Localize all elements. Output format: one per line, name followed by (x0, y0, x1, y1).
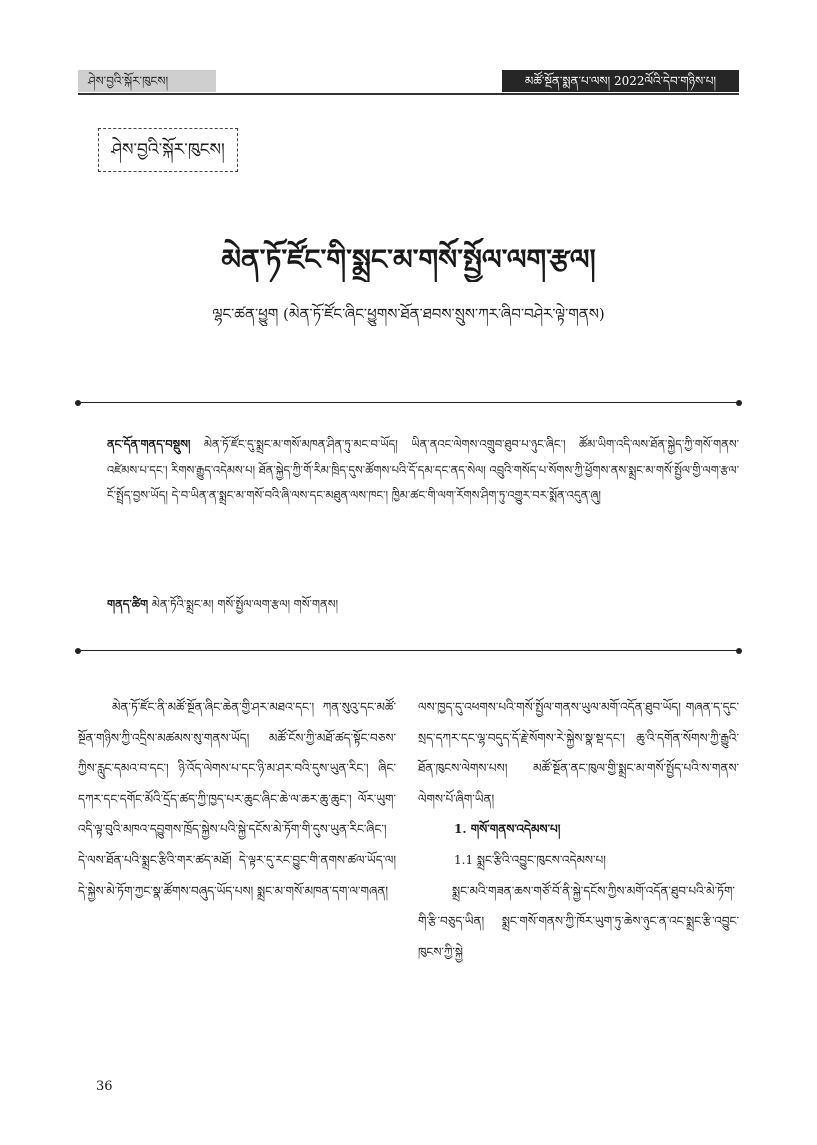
body-paragraph: མེན་ཏོ་ཛོང་ནི་མཚོ་སྔོན་ཞིང་ཆེན་གྱི་ཤར་མཐའ་དང་། ཀན་སུའུ་དང་མཚོ་སྔོན་གཉིས་ཀྱི་འདྲིས་མཚམས་སུ་གནས་ཡོད། མཚོ་ངོས་ཀྱི་མཐོ་ཚད་སྟོང་བཅས་ཀྱིས་རླུང་དམའ་བ་དང་། ཉི་འོད་ལེགས་པ་དང་ཉི་མ་ཤར་བའི་དུས་ཡུན་རིང་། ཞིང་དཀར་དང་དགོང་མོའི་དྲོད་ཚད་ཀྱི་ཁྱད་པར་ཆུང་ཞིང་ཆེ་ལ་ཆར་ཆུ་ཆུང་། ལོར་ཡུག་འདི་ལྟ་བུའི་མཁའ་དབྱུགས་ཁྲོད་སྐྱེས་པའི་སྐྱེ་དངོས་མེ་ཏོག་གི་དུས་ཡུན་རིང་ཞིང་། དེ་ལས་ཐོན་པའི་སྨྲང་རྩིའི་གར་ཚད་མཐོ། དེ་ལྟར་དུ་རང་བྱུང་གི་ནགས་ཚལ་ཡོད་ལ། དེ་སྐྱེས་མེ་ཏོག་ཀྱང་སྣ་ཚོགས་བཞུད་ཡོད་པས། སྨྲང་མ་གསོ་མཁན་དག་ལ་གཞན། (78, 700, 396, 898)
divider-dot-left (75, 648, 81, 654)
abstract (107, 432, 739, 509)
body-column-left (78, 692, 396, 906)
divider-dot-right (736, 400, 742, 406)
body-paragraph: ལས་ཁྱད་དུ་འཕགས་པའི་གསོ་སྤྱོལ་གནས་ཡུལ་མགོ་འདོན་ཐུབ་ཡོད། གཞན་ད་དུང་སྲད་དཀར་དང་ལྷ་བདུད་དོ་རྗེ་སོགས་རེ་སྐྱེས་སྣ་སྡ་དང་། ཆུ་འི་དགོན་སོགས་ཀྱི་རྒྱུའི་ཐོན་ཁུངས་ལེགས་པས། མཚོ་སྔོན་ནང་ཁུལ་གྱི་སྨྲང་མ་གསོ་སྤྱོད་པའི་ས་གནས་ལེགས་པོ་ཞིག་ཡིན། (418, 700, 739, 806)
page-number: 36 (96, 1079, 113, 1094)
abstract-label: ནང་དོན་གནད་བསྡུས། (107, 437, 191, 451)
divider-top (78, 402, 739, 403)
keywords-label: གནད་ཚིག (107, 597, 149, 611)
section-label-box: ཤེས་བྱའི་སྐོར་ཁུངས། (98, 128, 238, 172)
article-title: མེན་ཏོ་ཛོང་གི་སྨྲང་མ་གསོ་སྤྱོལ་ལག་རྩལ། (221, 243, 596, 276)
keywords (107, 592, 739, 616)
section-heading: 1. གསོ་གནས་འདེམས་པ། (454, 822, 561, 837)
subsection-heading: 1.1 སྨྲང་རྩིའི་འབྱུང་ཁུངས་འདེམས་པ། (454, 852, 606, 867)
keywords-text: མེན་ཏོའི་སྨྲང་མ། གསོ་སྤྱོལ་ལག་རྩལ། གསོ་གནས། (151, 597, 339, 611)
divider-dot-right (736, 648, 742, 654)
header-section-label: ཤེས་བྱའི་སྐོར་ཁུངས། (78, 70, 216, 92)
header-journal-info: མཚོ་སྔོན་སྨན་པ་ལས། 2022ལོའི་དེབ་གཉིས་པ། (502, 70, 739, 92)
body-paragraph: སྨྲང་མའི་གཟན་ཆས་གཙོ་བོ་ནི་སྐྱེ་དངོས་ཀྱིས་མགོ་འདོན་ཐུབ་པའི་མེ་ཏོག་གི་རྩི་བཅུད་ཡིན། སྨྲང་གསོ་གནས་ཀྱི་ཁོར་ཡུག་ཏུ་ཆེས་ཉུང་ན་འང་སྨྲང་རྩི་འབྱུང་ཁུངས་ཀྱི་སྐྱེ (418, 883, 739, 959)
author-line: ལྷང་ཚན་ཕྱུག (མེན་ཏོ་ཛོང་ཞིང་ཕྱུགས་ཐོན་ཐབས་སྲུས་ཀར་ཞིབ་བཤེར་ལྟེ་གནས) (212, 305, 605, 323)
header-rule (78, 93, 739, 95)
divider-bottom (78, 650, 739, 651)
divider-dot-left (75, 400, 81, 406)
body-column-right (418, 692, 739, 967)
abstract-text: མེན་ཏོ་ཛོང་དུ་སྨྲང་མ་གསོ་མཁན་ཤིན་ཏུ་མང་བ་ཡོད། ཡིན་ནའང་ལེགས་འགྲུབ་ཐུབ་པ་ཉུང་ཞིང་། ཚོམ་ཡིག་འདི་ལས་ཐོན་སྐྱེད་ཀྱི་གསོ་གནས་འཛེམས་པ་དང་། རིགས་རྒྱུད་འདེམས་པ། ཐོན་སྐྱེད་ཀྱི་གོ་རིམ་ཁྲིད་དུས་ཚོགས་པའི་དོ་དམ་དང་ནད་སེལ། འབྲུའི་གསོད་པ་སོགས་ཀྱི་ཕྱོགས་ནས་སྨྲང་མ་གསོ་སྤྱོལ་གྱི་ལག་རྩལ་ངོ་སྤྲོད་བྱས་ཡོད། དེ་བ་ཡིན་ན་སྨྲང་མ་གསོ་བའི་ཞི་ལས་དང་མཐུན་ལས་ཁང་། ཁྱིམ་ཚང་གི་ལག་རོགས་ཤིག་ཏུ་འགྱུར་བར་སྨོན་འདུན་ཞུ། (107, 437, 739, 502)
